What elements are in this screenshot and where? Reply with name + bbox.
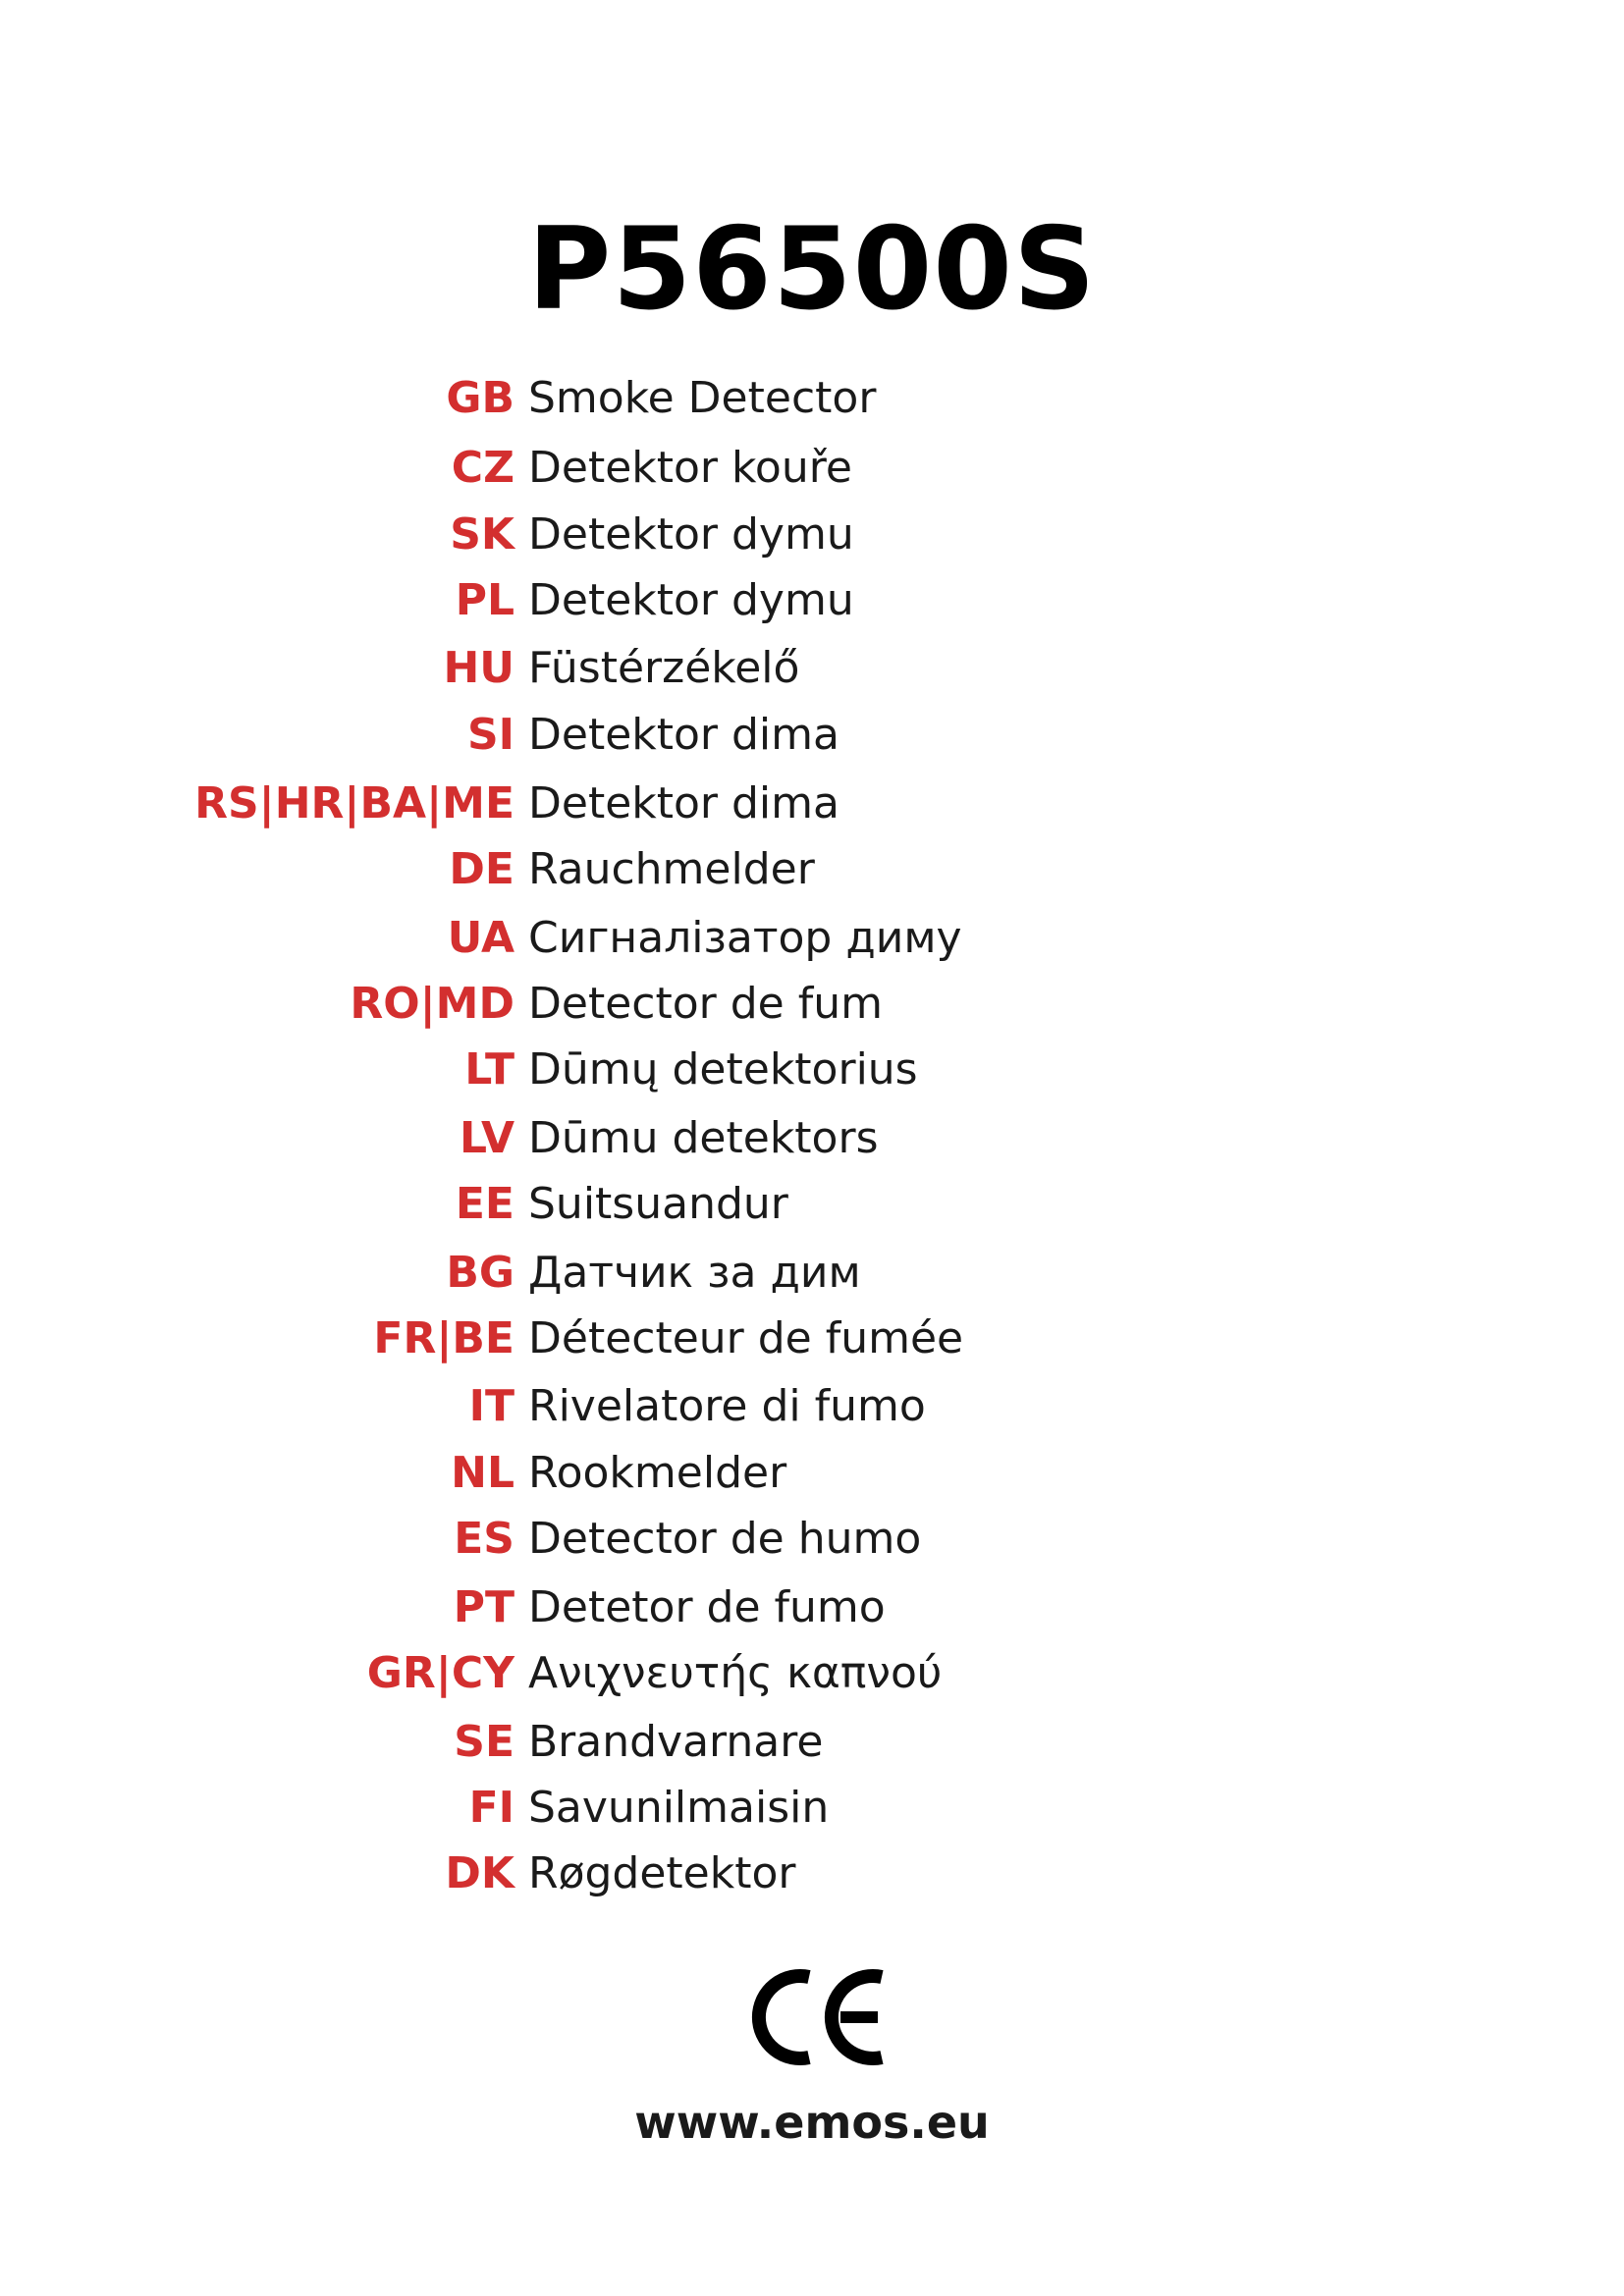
language-name: Detektor dima: [528, 778, 839, 828]
language-name: Brandvarnare: [528, 1717, 824, 1767]
language-code: BG: [446, 1248, 514, 1298]
language-code: PL: [455, 575, 514, 625]
language-row: [0, 1714, 1624, 1771]
language-code: DK: [445, 1848, 514, 1898]
language-row: [0, 1780, 1624, 1837]
language-code: CZ: [451, 443, 514, 493]
language-name: Dūmu detektors: [528, 1113, 879, 1163]
language-code: LV: [459, 1113, 514, 1163]
language-row: [0, 640, 1624, 697]
language-code: ES: [454, 1514, 514, 1564]
language-row: [0, 707, 1624, 764]
language-name: Detektor dymu: [528, 575, 854, 625]
language-name: Dūmų detektorius: [528, 1044, 918, 1095]
language-name: Rauchmelder: [528, 844, 815, 894]
language-name: Detektor kouře: [528, 443, 852, 493]
language-row: [0, 440, 1624, 497]
language-code: FI: [468, 1783, 514, 1833]
language-name: Ανιχνευτής καπνού: [528, 1648, 943, 1698]
language-row: [0, 1645, 1624, 1702]
language-code: HU: [443, 643, 514, 693]
language-code: SI: [466, 710, 514, 760]
language-name: Detetor de fumo: [528, 1582, 886, 1632]
language-name: Suitsuandur: [528, 1179, 788, 1229]
language-name: Датчик за дим: [528, 1248, 861, 1298]
language-row: [0, 1245, 1624, 1302]
language-name: Détecteur de fumée: [528, 1313, 964, 1363]
language-code: NL: [451, 1448, 514, 1498]
product-title: P56500S: [527, 203, 1097, 336]
language-code: GB: [446, 373, 514, 423]
language-name: Detektor dymu: [528, 509, 854, 560]
language-row: [0, 1378, 1624, 1435]
language-row: [0, 1041, 1624, 1098]
language-code: PT: [453, 1582, 514, 1632]
language-row: [0, 1110, 1624, 1167]
language-code: RO|MD: [350, 979, 514, 1029]
language-row: [0, 1176, 1624, 1233]
language-code: SK: [450, 509, 514, 560]
language-name: Savunilmaisin: [528, 1783, 830, 1833]
language-row: [0, 507, 1624, 563]
language-code: UA: [447, 913, 514, 963]
language-name: Rivelatore di fumo: [528, 1381, 926, 1431]
language-code: SE: [454, 1717, 514, 1767]
language-name: Røgdetektor: [528, 1848, 796, 1898]
language-name: Rookmelder: [528, 1448, 787, 1498]
language-code: DE: [449, 844, 514, 894]
language-name: Füstérzékelő: [528, 643, 800, 693]
language-name: Detector de fum: [528, 979, 883, 1029]
language-code: LT: [464, 1044, 514, 1095]
language-row: [0, 1579, 1624, 1636]
language-code: FR|BE: [373, 1313, 514, 1363]
language-name: Detector de humo: [528, 1514, 922, 1564]
language-name: Detektor dima: [528, 710, 839, 760]
language-row: [0, 976, 1624, 1033]
language-row: [0, 841, 1624, 898]
language-row: [0, 1511, 1624, 1568]
language-row: [0, 910, 1624, 967]
language-row: [0, 370, 1624, 427]
language-row: [0, 1845, 1624, 1902]
language-code: RS|HR|BA|ME: [194, 778, 514, 828]
language-code: EE: [455, 1179, 514, 1229]
website-url: www.emos.eu: [634, 2096, 990, 2149]
language-row: [0, 775, 1624, 832]
language-row: [0, 1445, 1624, 1502]
language-row: [0, 572, 1624, 629]
language-name: Smoke Detector: [528, 373, 877, 423]
ce-mark-icon: [742, 1963, 890, 2071]
language-code: GR|CY: [366, 1648, 514, 1698]
language-row: [0, 1310, 1624, 1367]
language-code: IT: [468, 1381, 514, 1431]
language-name: Сигналізатор диму: [528, 913, 962, 963]
